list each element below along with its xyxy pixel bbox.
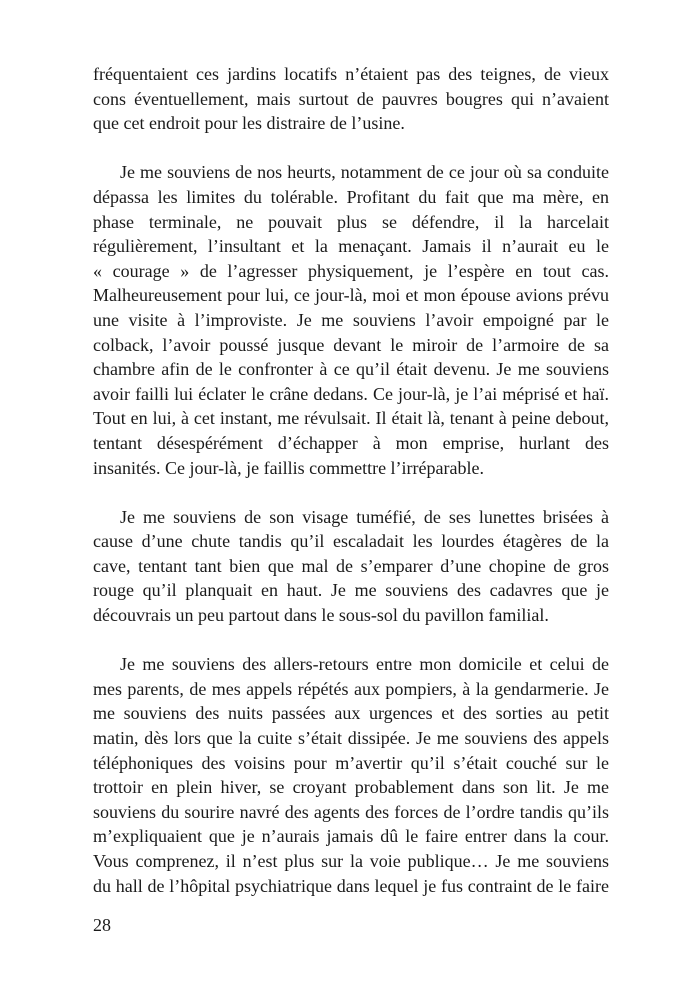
- text-line: découvrais un peu partout dans le sous-sol du pavillon familial.: [93, 605, 549, 626]
- paragraph: [93, 62, 609, 136]
- text-line: que cet endroit pour les distraire de l’usine.: [93, 113, 405, 134]
- text-line: dépassa les limites du tolérable. Profitant du fait que ma mère, en: [93, 186, 609, 207]
- text-line: tentant désespérément d’échapper à mon emprise, hurlant des: [93, 432, 609, 453]
- text-line: rouge qu’il planquait en haut. Je me souviens des cadavres que je: [93, 580, 609, 601]
- text-line: m’expliquaient que je n’aurais jamais dû le faire entrer dans la cour.: [93, 826, 609, 847]
- text-line: Tout en lui, à cet instant, me révulsait. Il était là, tenant à peine debout,: [93, 408, 609, 429]
- paragraph-gap: [93, 628, 609, 653]
- text-line: trottoir en plein hiver, se croyant probablement dans son lit. Je me: [93, 777, 609, 798]
- text-line: Je me souviens des allers-retours entre mon domicile et celui de: [120, 654, 609, 675]
- text-line: phase terminale, ne pouvait plus se défendre, il la harcelait: [93, 211, 609, 232]
- text-line: Je me souviens de son visage tuméfié, de ses lunettes brisées à: [120, 506, 609, 527]
- text-line: fréquentaient ces jardins locatifs n’étaient pas des teignes, de vieux: [93, 64, 609, 84]
- page-number: 28: [93, 915, 111, 935]
- text-line: insanités. Ce jour-là, je faillis commettre l’irréparable.: [93, 457, 484, 478]
- paragraph-gap: [93, 480, 609, 505]
- text-line: cause d’une chute tandis qu’il escaladait les lourdes étagères de la: [93, 531, 609, 552]
- text-line: du hall de l’hôpital psychiatrique dans lequel je fus contraint de le faire: [93, 875, 609, 896]
- text-line: une visite à l’improviste. Je me souviens l’avoir empoigné par le: [93, 309, 609, 330]
- paragraph: [93, 652, 609, 898]
- text-line: colback, l’avoir poussé jusque devant le miroir de l’armoire de sa: [93, 334, 609, 355]
- text-line: « courage » de l’agresser physiquement, je l’espère en tout cas.: [93, 260, 609, 281]
- text-line: cave, tentant tant bien que mal de s’emparer d’une chopine de gros: [93, 555, 609, 576]
- paragraph: [93, 160, 609, 480]
- page-body: [93, 62, 609, 898]
- text-line: téléphoniques des voisins pour m’avertir qu’il s’était couché sur le: [93, 752, 609, 773]
- text-line: Vous comprenez, il n’est plus sur la voie publique… Je me souviens: [93, 851, 609, 871]
- text-line: chambre afin de le confronter à ce qu’il était devenu. Je me souviens: [93, 359, 609, 380]
- text-line: me souviens des nuits passées aux urgences et des sorties au petit: [93, 703, 609, 724]
- text-line: régulièrement, l’insultant et la menaçant. Jamais il n’aurait eu le: [93, 236, 609, 257]
- text-line: matin, dès lors que la cuite s’était dissipée. Je me souviens des appels: [93, 728, 609, 749]
- text-line: avoir failli lui éclater le crâne dedans. Ce jour-là, je l’ai méprisé et haï.: [93, 383, 609, 404]
- text-line: Malheureusement pour lui, ce jour-là, moi et mon épouse avions prévu: [93, 285, 609, 306]
- paragraph: [93, 505, 609, 628]
- text-line: mes parents, de mes appels répétés aux pompiers, à la gendarmerie. Je: [93, 678, 609, 699]
- text-line: cons éventuellement, mais surtout de pauvres bougres qui n’avaient: [93, 88, 609, 109]
- text-line: souviens du sourire navré des agents des forces de l’ordre tandis qu’ils: [93, 801, 609, 822]
- text-line: Je me souviens de nos heurts, notamment de ce jour où sa conduite: [120, 162, 609, 183]
- paragraph-gap: [93, 136, 609, 161]
